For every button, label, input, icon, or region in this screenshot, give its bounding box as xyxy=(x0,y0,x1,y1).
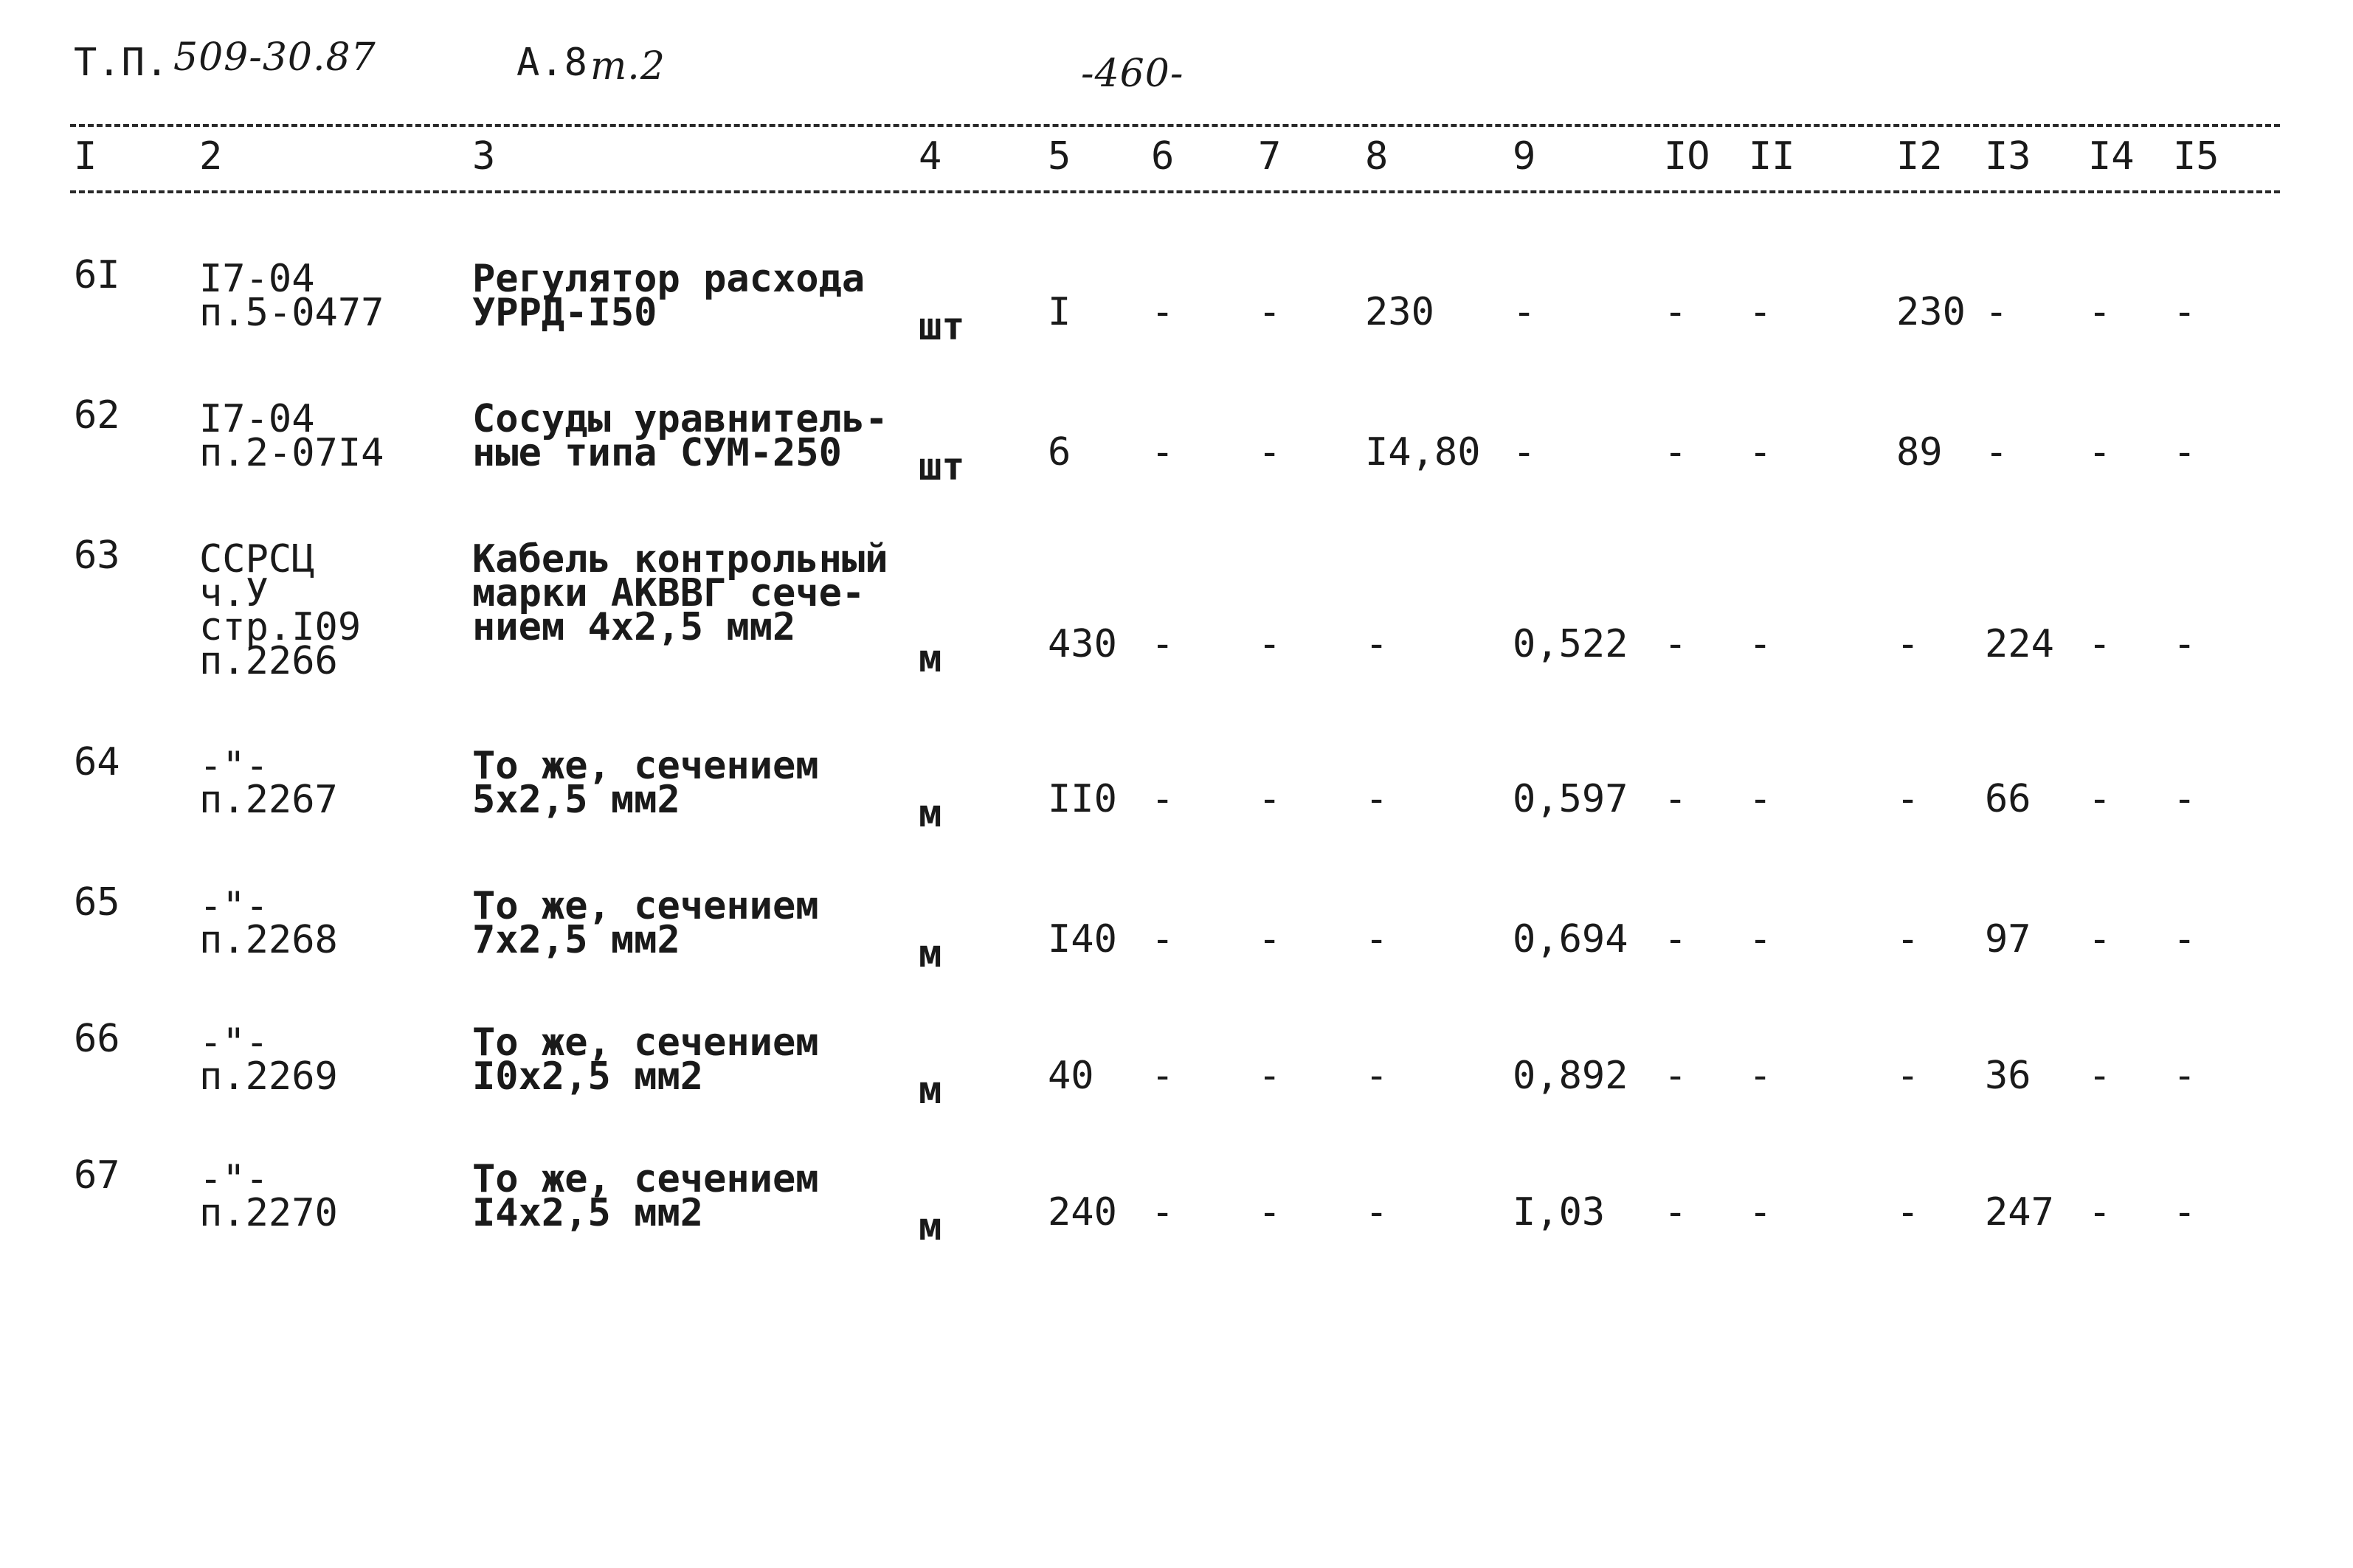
value-col-11: - xyxy=(1749,1190,1772,1234)
value-col-9: I,03 xyxy=(1513,1190,1606,1234)
value-col-7: - xyxy=(1258,290,1282,334)
value-col-13: - xyxy=(1985,430,2008,474)
value-col-8: - xyxy=(1365,622,1389,666)
value-col-13: 36 xyxy=(1985,1054,2031,1098)
value-col-12: - xyxy=(1896,1190,1920,1234)
column-number: 8 xyxy=(1365,134,1389,179)
album-label: А.8 xyxy=(516,41,588,85)
value-col-11: - xyxy=(1749,917,1772,961)
value-col-6: - xyxy=(1151,777,1175,821)
value-col-12: 230 xyxy=(1896,290,1966,334)
unit: м xyxy=(919,792,942,836)
value-col-7: - xyxy=(1258,917,1282,961)
value-col-13: - xyxy=(1985,290,2008,334)
value-col-14: - xyxy=(2088,777,2112,821)
column-number: I4 xyxy=(2088,134,2135,179)
value-col-12: - xyxy=(1896,777,1920,821)
value-col-5: 240 xyxy=(1048,1190,1117,1234)
item-name: Сосуды уравнитель- ные типа СУМ-250 xyxy=(472,397,888,475)
doc-code: 509-30.87 xyxy=(173,35,376,80)
row-number: 62 xyxy=(74,393,120,438)
item-name: То же, сечением 7х2,5 мм2 xyxy=(472,884,819,962)
value-col-9: 0,694 xyxy=(1513,917,1628,961)
value-col-13: 224 xyxy=(1985,622,2054,666)
value-col-11: - xyxy=(1749,1054,1772,1098)
value-col-13: 247 xyxy=(1985,1190,2054,1234)
value-col-7: - xyxy=(1258,622,1282,666)
value-col-12: 89 xyxy=(1896,430,1943,474)
header-rule-bottom xyxy=(70,190,2280,193)
value-col-11: - xyxy=(1749,777,1772,821)
reference-code: -"- п.2269 xyxy=(199,1020,338,1099)
value-col-13: 66 xyxy=(1985,777,2031,821)
value-col-7: - xyxy=(1258,1054,1282,1098)
value-col-9: - xyxy=(1513,430,1536,474)
column-number: 5 xyxy=(1048,134,1071,179)
header-rule-top xyxy=(70,124,2280,127)
value-col-14: - xyxy=(2088,622,2112,666)
value-col-12: - xyxy=(1896,1054,1920,1098)
page-number: -460- xyxy=(1081,52,1184,96)
value-col-12: - xyxy=(1896,917,1920,961)
value-col-15: - xyxy=(2173,917,2197,961)
value-col-6: - xyxy=(1151,1190,1175,1234)
value-col-9: 0,892 xyxy=(1513,1054,1628,1098)
reference-code: ССРСЦ ч.У стр.I09 п.2266 xyxy=(199,537,362,683)
row-number: 6I xyxy=(74,253,120,297)
value-col-8: - xyxy=(1365,917,1389,961)
unit: м xyxy=(919,637,942,681)
reference-code: -"- п.2268 xyxy=(199,884,338,962)
unit: м xyxy=(919,932,942,976)
value-col-8: I4,80 xyxy=(1365,430,1481,474)
column-number: 6 xyxy=(1151,134,1175,179)
value-col-6: - xyxy=(1151,1054,1175,1098)
column-number: 7 xyxy=(1258,134,1282,179)
value-col-5: I xyxy=(1048,290,1071,334)
album-part: т.2 xyxy=(590,44,666,89)
row-number: 63 xyxy=(74,533,120,578)
column-number: 4 xyxy=(919,134,942,179)
value-col-9: - xyxy=(1513,290,1536,334)
unit: м xyxy=(919,1068,942,1113)
value-col-11: - xyxy=(1749,290,1772,334)
value-col-5: 40 xyxy=(1048,1054,1094,1098)
item-name: Регулятор расхода УРРД-I50 xyxy=(472,257,865,335)
value-col-8: 230 xyxy=(1365,290,1434,334)
column-number: I3 xyxy=(1985,134,2031,179)
value-col-7: - xyxy=(1258,777,1282,821)
row-number: 64 xyxy=(74,740,120,784)
value-col-10: - xyxy=(1664,917,1687,961)
column-number: 9 xyxy=(1513,134,1536,179)
value-col-8: - xyxy=(1365,777,1389,821)
column-number: 2 xyxy=(199,134,223,179)
value-col-8: - xyxy=(1365,1190,1389,1234)
value-col-6: - xyxy=(1151,917,1175,961)
item-name: То же, сечением I0х2,5 мм2 xyxy=(472,1020,819,1099)
unit: шт xyxy=(919,445,965,489)
reference-code: -"- п.2270 xyxy=(199,1157,338,1235)
value-col-15: - xyxy=(2173,622,2197,666)
column-number: I5 xyxy=(2173,134,2219,179)
value-col-14: - xyxy=(2088,1054,2112,1098)
value-col-15: - xyxy=(2173,1054,2197,1098)
value-col-15: - xyxy=(2173,1190,2197,1234)
value-col-10: - xyxy=(1664,290,1687,334)
value-col-10: - xyxy=(1664,622,1687,666)
unit: м xyxy=(919,1205,942,1249)
value-col-14: - xyxy=(2088,1190,2112,1234)
value-col-6: - xyxy=(1151,622,1175,666)
item-name: Кабель контрольный марки АКВВГ сече- нием 4х2,5 мм2 xyxy=(472,537,888,649)
item-name: То же, сечением I4х2,5 мм2 xyxy=(472,1157,819,1235)
value-col-11: - xyxy=(1749,430,1772,474)
value-col-10: - xyxy=(1664,1190,1687,1234)
doc-label: Т.П. xyxy=(74,41,170,85)
row-number: 66 xyxy=(74,1017,120,1061)
value-col-12: - xyxy=(1896,622,1920,666)
value-col-8: - xyxy=(1365,1054,1389,1098)
reference-code: -"- п.2267 xyxy=(199,744,338,822)
value-col-6: - xyxy=(1151,290,1175,334)
value-col-5: II0 xyxy=(1048,777,1117,821)
row-number: 65 xyxy=(74,880,120,925)
value-col-13: 97 xyxy=(1985,917,2031,961)
column-number: IO xyxy=(1664,134,1710,179)
unit: шт xyxy=(919,305,965,349)
value-col-9: 0,597 xyxy=(1513,777,1628,821)
value-col-5: 430 xyxy=(1048,622,1117,666)
value-col-9: 0,522 xyxy=(1513,622,1628,666)
value-col-6: - xyxy=(1151,430,1175,474)
value-col-14: - xyxy=(2088,917,2112,961)
value-col-14: - xyxy=(2088,290,2112,334)
value-col-15: - xyxy=(2173,777,2197,821)
reference-code: I7-04 п.2-07I4 xyxy=(199,397,384,475)
value-col-7: - xyxy=(1258,430,1282,474)
column-number: 3 xyxy=(472,134,496,179)
value-col-15: - xyxy=(2173,430,2197,474)
item-name: То же, сечением 5х2,5 мм2 xyxy=(472,744,819,822)
value-col-14: - xyxy=(2088,430,2112,474)
value-col-10: - xyxy=(1664,430,1687,474)
reference-code: I7-04 п.5-0477 xyxy=(199,257,384,335)
row-number: 67 xyxy=(74,1153,120,1198)
column-number: II xyxy=(1749,134,1795,179)
value-col-10: - xyxy=(1664,777,1687,821)
value-col-5: I40 xyxy=(1048,917,1117,961)
value-col-5: 6 xyxy=(1048,430,1071,474)
value-col-7: - xyxy=(1258,1190,1282,1234)
column-number: I2 xyxy=(1896,134,1943,179)
value-col-11: - xyxy=(1749,622,1772,666)
column-number: I xyxy=(74,134,97,179)
value-col-10: - xyxy=(1664,1054,1687,1098)
value-col-15: - xyxy=(2173,290,2197,334)
